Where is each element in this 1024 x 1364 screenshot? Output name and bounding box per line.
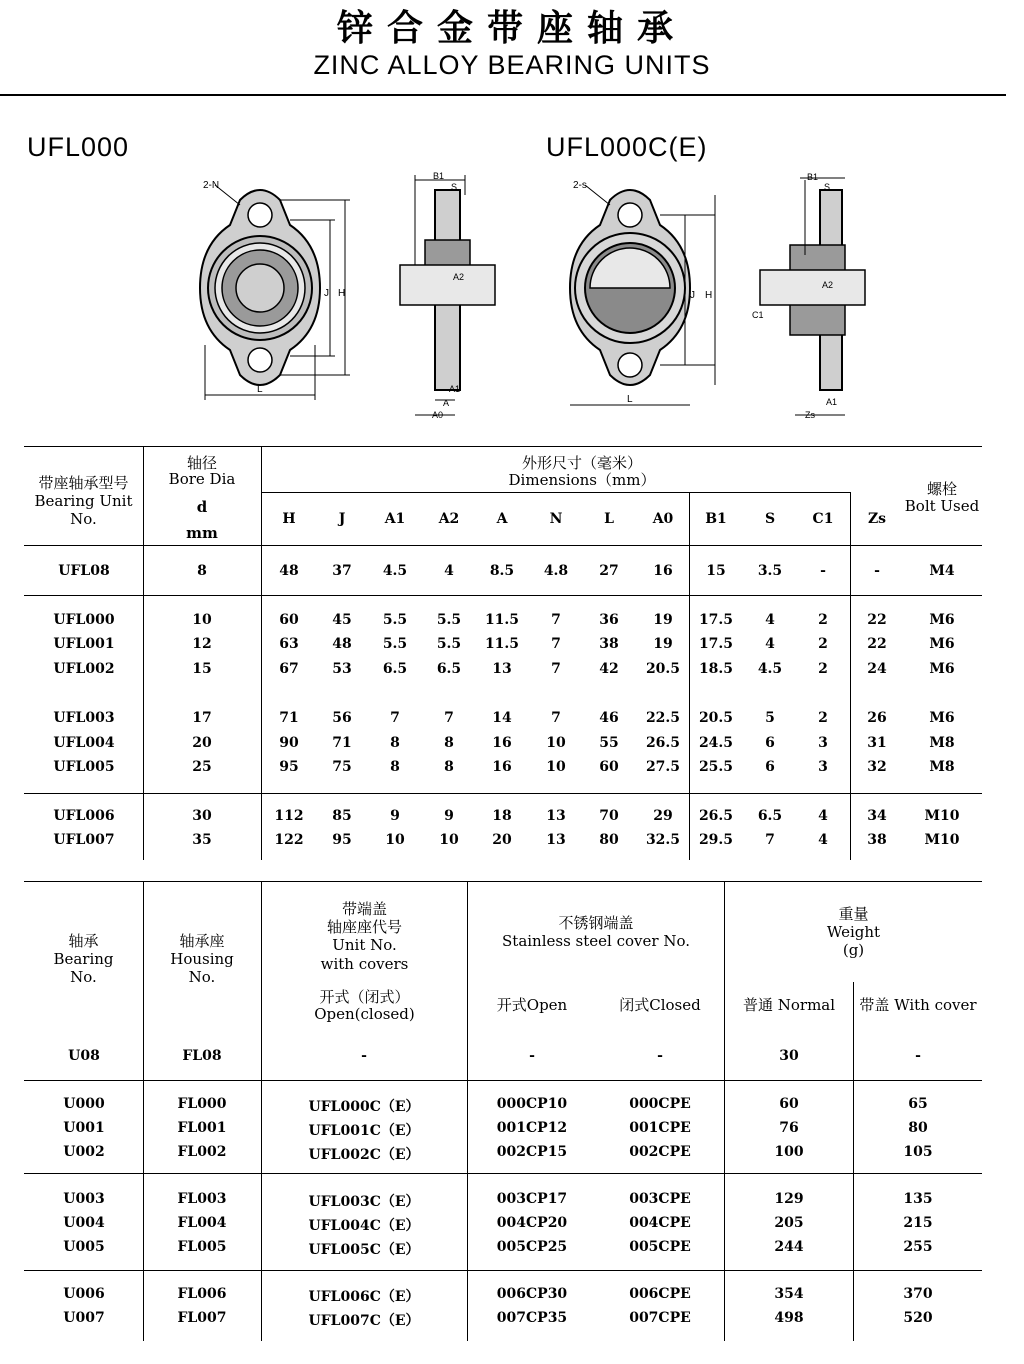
part-value: 003CPE	[629, 1191, 691, 1207]
part-value: -	[529, 1048, 535, 1064]
part-value: 498	[774, 1310, 804, 1326]
dim-value: 71	[279, 710, 299, 726]
unit-number: UFL006	[53, 808, 115, 824]
dim-value: 4.8	[543, 563, 569, 579]
dim-value: M6	[929, 661, 955, 677]
dim-value: 8.5	[489, 563, 515, 579]
dim-value: 6.5	[757, 808, 783, 824]
part-value: 001CPE	[629, 1120, 691, 1136]
page-title-cn: 锌合金带座轴承	[336, 8, 687, 49]
dim-value: 75	[332, 759, 352, 775]
dim-value: M6	[929, 710, 955, 726]
part-value: FL007	[177, 1310, 227, 1326]
part-value: FL002	[177, 1144, 227, 1160]
part-value: FL08	[182, 1048, 222, 1064]
dim-value: 8	[197, 563, 207, 579]
part-value: 76	[779, 1120, 799, 1136]
bearing-number: U006	[63, 1286, 105, 1302]
part-value: UFL002C（E）	[308, 1147, 420, 1163]
dim-value: 32	[867, 759, 887, 775]
dim-value: 122	[274, 832, 304, 848]
dim-value: 19	[653, 636, 673, 652]
part-value: 30	[779, 1048, 799, 1064]
dim-value: 11.5	[484, 612, 520, 628]
dim-value: 35	[192, 832, 212, 848]
header-weight-en: Weight	[826, 923, 881, 941]
dim-value: 3.5	[757, 563, 783, 579]
dim-value: 42	[599, 661, 619, 677]
dim-value: 8	[390, 735, 400, 751]
dim-value: 18	[492, 808, 512, 824]
dim-header: J	[338, 511, 346, 527]
part-value: 80	[908, 1120, 928, 1136]
part-value: UFL006C（E）	[308, 1289, 420, 1305]
dim-value: 4	[818, 832, 828, 848]
dim-value: 9	[444, 808, 454, 824]
part-value: UFL005C（E）	[308, 1242, 420, 1258]
title-divider	[0, 94, 1006, 96]
part-value: FL004	[177, 1215, 227, 1231]
dim-value: 34	[867, 808, 887, 824]
part-value: 135	[903, 1191, 933, 1207]
dim-value: 4	[765, 636, 775, 652]
part-value: UFL004C（E）	[308, 1218, 420, 1234]
part-value: 255	[903, 1239, 933, 1255]
dim-value: 16	[492, 735, 512, 751]
front-view-drawing-right	[565, 170, 725, 420]
dim-value: 7	[551, 710, 561, 726]
dim-header: A2	[438, 511, 460, 527]
dim-value: 13	[546, 808, 566, 824]
dim-value: 6	[765, 735, 775, 751]
part-value: FL005	[177, 1239, 227, 1255]
header-weight-normal: 普通 Normal	[742, 996, 836, 1014]
dim-value: 14	[492, 710, 512, 726]
bearing-number: U003	[63, 1191, 105, 1207]
header-dims-en: Dimensions（mm）	[508, 471, 656, 489]
dim-value: 24	[867, 661, 887, 677]
label-l: L	[257, 384, 263, 395]
part-value: 244	[774, 1239, 804, 1255]
dim-value: 17.5	[698, 636, 734, 652]
dim-value: 10	[546, 735, 566, 751]
part-value: 105	[903, 1144, 933, 1160]
bearing-number: U007	[63, 1310, 105, 1326]
dim-value: 5.5	[382, 612, 408, 628]
bearing-number: U001	[63, 1120, 105, 1136]
unit-number: UFL001	[53, 636, 115, 652]
part-value: UFL003C（E）	[308, 1194, 420, 1210]
label-2n: 2-N	[203, 180, 220, 191]
dim-value: M8	[929, 759, 955, 775]
dim-value: 55	[599, 735, 619, 751]
header-weight-unit: (g)	[842, 941, 865, 959]
dim-value: 8	[444, 759, 454, 775]
dim-value: 20.5	[698, 710, 734, 726]
dim-value: 90	[279, 735, 299, 751]
header-bearing-cn: 轴承	[68, 932, 99, 950]
part-value: 005CP25	[496, 1239, 568, 1255]
header-bore-d: d	[196, 498, 208, 516]
header-unit-cn1: 带端盖	[341, 900, 387, 918]
part-value: FL003	[177, 1191, 227, 1207]
dim-value: 13	[492, 661, 512, 677]
header-cover-open: 开式Open	[496, 996, 568, 1014]
unit-number: UFL000	[53, 612, 115, 628]
dim-value: 20.5	[645, 661, 681, 677]
part-value: UFL000C（E）	[308, 1099, 420, 1115]
bearing-number: U005	[63, 1239, 105, 1255]
dim-header: L	[604, 511, 614, 527]
part-value: -	[361, 1048, 367, 1064]
dim-value: 17	[192, 710, 212, 726]
dim-value: 20	[192, 735, 212, 751]
dim-value: 13	[546, 832, 566, 848]
bearing-number: U000	[63, 1096, 105, 1112]
dim-value: 10	[546, 759, 566, 775]
dim-value: 56	[332, 710, 352, 726]
part-value: 006CPE	[629, 1286, 691, 1302]
unit-number: UFL002	[53, 661, 115, 677]
unit-number: UFL003	[53, 710, 115, 726]
dim-value: 12	[192, 636, 212, 652]
dim-value: 7	[765, 832, 775, 848]
dim-value: M6	[929, 636, 955, 652]
dim-header: A	[496, 511, 508, 527]
part-value: 370	[903, 1286, 933, 1302]
dim-value: 4	[444, 563, 454, 579]
part-value: 001CP12	[496, 1120, 568, 1136]
dim-value: 26.5	[645, 735, 681, 751]
header-unit-en2: with covers	[320, 955, 409, 973]
dim-value: 8	[390, 759, 400, 775]
label-j: J	[324, 288, 329, 299]
dim-value: 6.5	[436, 661, 462, 677]
dim-value: 95	[279, 759, 299, 775]
dim-value: -	[820, 563, 826, 579]
dim-value: 9	[390, 808, 400, 824]
dim-value: 2	[818, 710, 828, 726]
dim-value: 45	[332, 612, 352, 628]
header-dims-cn: 外形尺寸（毫米）	[521, 454, 642, 472]
page-title-en: ZINC ALLOY BEARING UNITS	[313, 50, 711, 80]
dim-value: M10	[924, 808, 960, 824]
dim-value: 22	[867, 612, 887, 628]
dim-value: 7	[551, 661, 561, 677]
dim-value: 10	[192, 612, 212, 628]
part-value: FL006	[177, 1286, 227, 1302]
model-label-left: UFL000	[27, 132, 130, 162]
label-s-right: S	[824, 182, 831, 192]
part-value: 004CP20	[496, 1215, 568, 1231]
part-value: 006CP30	[496, 1286, 568, 1302]
label-a1: A1	[449, 384, 461, 394]
dim-value: 7	[444, 710, 454, 726]
header-housing-cn: 轴承座	[179, 932, 225, 950]
header-housing-en2: No.	[188, 968, 216, 986]
label-a1-right: A1	[826, 397, 838, 407]
dim-value: 70	[599, 808, 619, 824]
part-value: 005CPE	[629, 1239, 691, 1255]
label-zs-right: Zs	[805, 410, 815, 420]
part-value: 100	[774, 1144, 804, 1160]
dim-value: M4	[929, 563, 955, 579]
header-unit-en2: No.	[70, 510, 97, 528]
header-bore-mm: mm	[186, 524, 218, 542]
dim-value: 22.5	[645, 710, 681, 726]
dim-header: S	[764, 511, 776, 527]
bearing-number: U08	[68, 1048, 100, 1064]
header-bearing-en2: No.	[70, 968, 97, 986]
part-value: 354	[774, 1286, 804, 1302]
part-value: UFL001C（E）	[308, 1123, 420, 1139]
label-a2: A2	[453, 272, 465, 282]
part-value: 129	[774, 1191, 804, 1207]
dim-value: 30	[192, 808, 212, 824]
dim-value: 10	[385, 832, 405, 848]
dim-value: 24.5	[698, 735, 734, 751]
dim-value: 32.5	[645, 832, 681, 848]
dim-value: 5.5	[382, 636, 408, 652]
dim-value: 7	[390, 710, 400, 726]
header-unit-sub-cn: 开式（闭式）	[319, 988, 410, 1006]
header-bore-en: Bore Dia	[168, 470, 236, 488]
unit-number: UFL005	[53, 759, 115, 775]
part-value: -	[657, 1048, 663, 1064]
dim-value: 95	[332, 832, 352, 848]
header-bolt-cn: 螺栓	[926, 480, 957, 498]
header-bore-cn: 轴径	[186, 454, 217, 472]
dim-value: 4.5	[382, 563, 408, 579]
dim-value: 31	[867, 735, 887, 751]
label-2s: 2-s	[573, 180, 587, 191]
dim-value: 10	[439, 832, 459, 848]
dim-value: 71	[332, 735, 352, 751]
label-c1-right: C1	[752, 310, 764, 320]
dim-value: 48	[279, 563, 299, 579]
dim-value: 4	[765, 612, 775, 628]
dim-value: M8	[929, 735, 955, 751]
dim-value: 6.5	[382, 661, 408, 677]
dim-value: 3	[818, 759, 828, 775]
dim-value: 16	[653, 563, 673, 579]
dim-value: 5.5	[436, 636, 462, 652]
dim-value: 48	[332, 636, 352, 652]
label-j-right: J	[690, 290, 695, 301]
unit-number: UFL007	[53, 832, 115, 848]
label-s: S	[451, 182, 458, 192]
dim-value: 5.5	[436, 612, 462, 628]
dim-value: 17.5	[698, 612, 734, 628]
side-view-drawing-right	[750, 170, 870, 420]
header-cover-cn: 不锈钢端盖	[558, 914, 634, 932]
dim-value: 53	[332, 661, 352, 677]
dim-value: 19	[653, 612, 673, 628]
dim-header: N	[549, 511, 563, 527]
label-h: H	[338, 288, 346, 299]
part-value: 205	[774, 1215, 804, 1231]
header-unit-cn2: 轴座座代号	[326, 918, 402, 936]
label-a: A	[443, 398, 450, 408]
header-housing-en1: Housing	[170, 950, 234, 968]
part-value: 004CPE	[629, 1215, 691, 1231]
dim-value: 112	[274, 808, 304, 824]
dim-value: 3	[818, 735, 828, 751]
label-h-right: H	[705, 290, 713, 301]
dim-value: 63	[279, 636, 299, 652]
dim-value: 36	[599, 612, 619, 628]
part-value: 007CP35	[496, 1310, 568, 1326]
dim-value: 67	[279, 661, 299, 677]
dim-value: 7	[551, 636, 561, 652]
dim-value: 26.5	[698, 808, 734, 824]
header-cover-closed: 闭式Closed	[619, 996, 701, 1014]
dim-value: 16	[492, 759, 512, 775]
dim-value: 15	[706, 563, 726, 579]
part-value: 65	[908, 1096, 928, 1112]
dim-header: B1	[705, 511, 727, 527]
dim-value: 18.5	[698, 661, 734, 677]
part-value: FL001	[177, 1120, 227, 1136]
dim-value: M10	[924, 832, 960, 848]
dim-value: 25	[192, 759, 212, 775]
dim-value: 80	[599, 832, 619, 848]
part-value: 003CP17	[496, 1191, 568, 1207]
dim-header: H	[282, 511, 296, 527]
dim-value: 5	[765, 710, 775, 726]
header-unit-sub-en: Open(closed)	[314, 1005, 415, 1023]
dim-value: 4.5	[757, 661, 783, 677]
dim-value: 60	[599, 759, 619, 775]
part-value: 215	[903, 1215, 933, 1231]
dim-header: Zs	[867, 511, 887, 527]
dim-value: 4	[818, 808, 828, 824]
dim-value: 7	[551, 612, 561, 628]
label-l-right: L	[627, 394, 633, 405]
part-value: FL000	[177, 1096, 227, 1112]
dim-value: 2	[818, 661, 828, 677]
dim-value: 2	[818, 636, 828, 652]
dim-value: 25.5	[698, 759, 734, 775]
dim-value: 11.5	[484, 636, 520, 652]
dim-value: 29	[653, 808, 673, 824]
dim-value: 60	[279, 612, 299, 628]
part-value: UFL007C（E）	[308, 1313, 420, 1329]
header-weight-cn: 重量	[838, 905, 869, 923]
dim-value: M6	[929, 612, 955, 628]
label-a2-right: A2	[822, 280, 834, 290]
unit-number: UFL08	[58, 563, 110, 579]
dim-value: -	[874, 563, 880, 579]
header-unit-en1: Unit No.	[332, 936, 397, 954]
dim-value: 46	[599, 710, 619, 726]
dim-value: 6	[765, 759, 775, 775]
dim-header: A1	[384, 511, 406, 527]
dim-value: 27.5	[645, 759, 681, 775]
dim-value: 20	[492, 832, 512, 848]
label-a0: A0	[432, 410, 444, 420]
dim-value: 26	[867, 710, 887, 726]
header-bolt-en: Bolt Used	[904, 497, 980, 515]
unit-number: UFL004	[53, 735, 115, 751]
dim-header: A0	[652, 511, 674, 527]
dim-value: 8	[444, 735, 454, 751]
model-label-right: UFL000C(E)	[546, 132, 708, 162]
dim-value: 27	[599, 563, 619, 579]
dim-value: 85	[332, 808, 352, 824]
header-bearing-en1: Bearing	[53, 950, 114, 968]
dim-value: 2	[818, 612, 828, 628]
part-value: 002CPE	[629, 1144, 691, 1160]
front-view-drawing-left	[195, 170, 355, 420]
dim-value: 22	[867, 636, 887, 652]
label-b1-right: B1	[807, 172, 819, 182]
part-value: 520	[903, 1310, 933, 1326]
header-unit-cn: 带座轴承型号	[38, 474, 129, 492]
header-cover-en: Stainless steel cover No.	[502, 932, 690, 950]
part-value: 000CPE	[629, 1096, 691, 1112]
dim-value: 38	[867, 832, 887, 848]
part-value: 007CPE	[629, 1310, 691, 1326]
part-value: 002CP15	[496, 1144, 568, 1160]
side-view-drawing-left	[395, 170, 505, 420]
bearing-number: U002	[63, 1144, 105, 1160]
dim-value: 37	[332, 563, 352, 579]
part-value: 60	[779, 1096, 799, 1112]
dim-header: C1	[812, 511, 834, 527]
dim-value: 38	[599, 636, 619, 652]
bearing-number: U004	[63, 1215, 105, 1231]
label-b1: B1	[433, 171, 445, 181]
header-unit-en1: Bearing Unit	[34, 492, 133, 510]
part-value: 000CP10	[496, 1096, 568, 1112]
header-weight-cover: 带盖 With cover	[859, 996, 977, 1014]
dim-value: 15	[192, 661, 212, 677]
part-value: -	[915, 1048, 921, 1064]
dim-value: 29.5	[698, 832, 734, 848]
